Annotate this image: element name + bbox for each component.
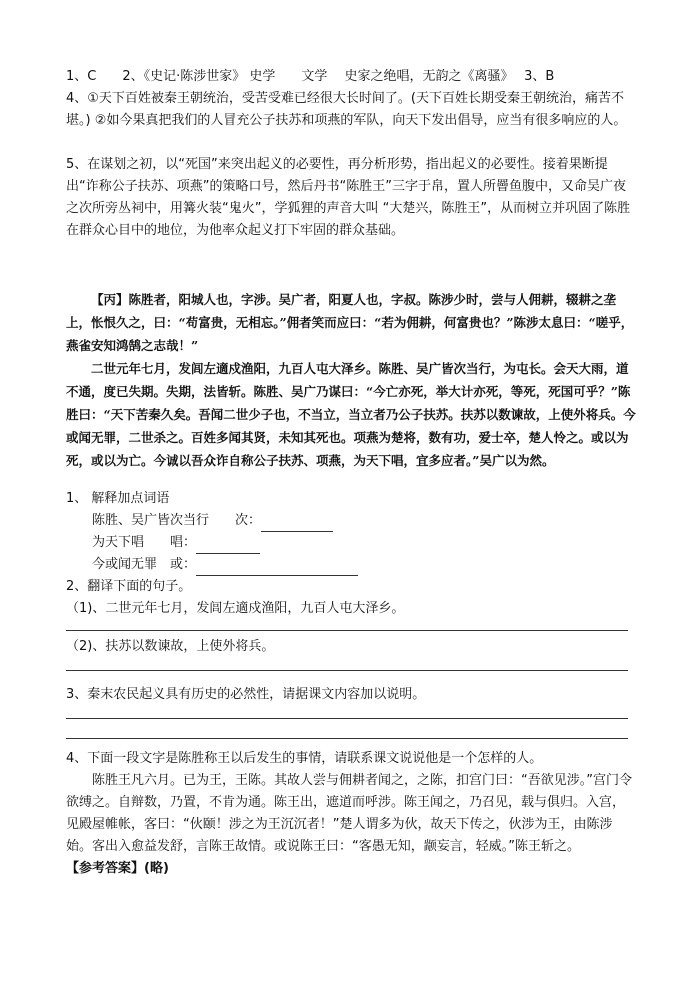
question-2-1: （1)、二世元年七月，发闾左適戍渔阳，九百人屯大泽乡。 [66, 601, 405, 616]
question-2-2: （2)、扶苏以数谏故，上使外将兵。 [66, 639, 275, 654]
question-3: 3、秦末农民起义具有历史的必然性，请据课文内容加以说明。 [66, 687, 426, 702]
passage-paragraph-2: 二世元年七月，发闾左適戍渔阳，九百人屯大泽乡。陈胜、吴广皆次当行，为屯长。会天大雨，道不通，度已失期。失期，法皆斩。陈胜、吴广乃谋曰：“今亡亦死，举大计亦死，等死，死国可乎？”陈胜曰：“天下苦秦久矣。吾闻二世少子也，不当立，当立者乃公子扶苏。扶苏以数谏故，上使外将兵。今或闻无罪，二世杀之。百姓多闻其贤，未知其死也。项燕为楚将，数有功，爱士卒，楚人怜之。或以为死，或以为亡。今诚以吾众诈自称公子扶苏、项燕，为天下唱，宜多应者。”吴广以为然。 [66, 361, 636, 468]
answer-line[interactable] [66, 738, 628, 739]
classical-passage [66, 288, 636, 472]
question-1a-text: 陈胜、吴广皆次当行 次： [92, 513, 262, 528]
answer-item-5: 5、在谋划之初，以“死国”来突出起义的必要性，再分析形势，指出起义的必要性。接着果断提出“诈称公子扶苏、项燕”的策略口号，然后丹书“陈胜王”三字于帛，置人所罾鱼腹中，又命吴广夜之次所旁丛祠中，用篝火装“鬼火”，学狐狸的声音大叫 “大楚兴，陈胜王”，从而树立并巩固了陈胜在群众心目中的地位，为他率众起义打下牢固的群众基础。 [66, 157, 631, 238]
question-1c [92, 554, 358, 576]
question-1b-blank[interactable] [196, 539, 260, 554]
question-1c-blank[interactable] [196, 561, 358, 576]
answer-item-4: 4、①天下百姓被秦王朝统治，受苦受难已经很大长时间了。(天下百姓长期受秦王朝统治，痛苦不堪。) ②如今果真把我们的人冒充公子扶苏和项燕的军队，向天下发出倡导，应当有很多响应的人。 [66, 91, 627, 128]
reference-answer: 【参考答案】(略) [66, 861, 169, 876]
question-1b-text: 为天下唱 唱： [92, 535, 197, 550]
question-2-title: 2、翻译下面的句子。 [66, 579, 192, 594]
answer-line[interactable] [66, 670, 628, 671]
question-1b [92, 532, 260, 554]
answer-line[interactable] [66, 718, 628, 719]
question-4-passage: 陈胜王凡六月。已为王，王陈。其故人尝与佣耕者闻之，之陈，扣宫门曰：“吾欲见涉。”宫门令欲缚之。自辩数，乃置，不肯为通。陈王出，遮道而呼涉。陈王闻之，乃召见，载与俱归。入宫，见殿屋帷帐，客曰：“伙颐！涉之为王沉沉者！”楚人谓多为伙，故天下传之，伙涉为王，由陈涉始。客出入愈益发舒，言陈王故情。或说陈王曰：“客愚无知，颛妄言，轻威。”陈王斩之。 [66, 773, 632, 854]
answer-line-1: 1、C 2、《史记·陈涉世家》 史学 文学 史家之绝唱，无韵之《离骚》 3、B [66, 69, 555, 84]
question-4: 4、下面一段文字是陈胜称王以后发生的事情，请联系课文说说他是一个怎样的人。 [66, 751, 543, 766]
question-1c-text: 今或闻无罪 或： [92, 557, 197, 572]
passage-paragraph-1: 【丙】陈胜者，阳城人也，字涉。吴广者，阳夏人也，字叔。陈涉少时，尝与人佣耕，辍耕之垄上，怅恨久之，曰：“苟富贵，无相忘。”佣者笑而应曰：“若为佣耕，何富贵也？”陈涉太息曰：“嗟乎，燕雀安知鸿鹄之志哉！” [66, 292, 634, 353]
question-1a [92, 510, 333, 532]
question-1-title: 1、 解释加点词语 [66, 491, 170, 506]
question-1a-blank[interactable] [261, 517, 333, 532]
answer-line[interactable] [66, 630, 628, 631]
